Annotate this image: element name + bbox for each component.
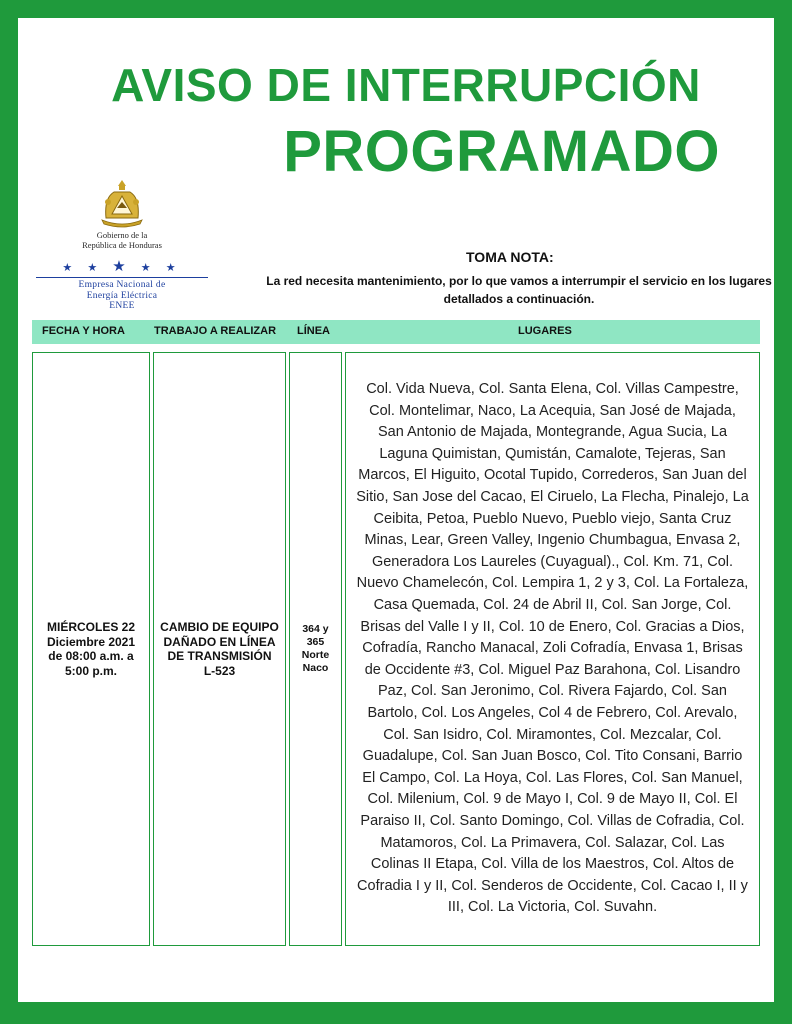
header-work: TRABAJO A REALIZAR [154, 325, 277, 337]
stars-icon: ★ ★ ★ ★ ★ [62, 258, 182, 275]
note-text: La red necesita mantenimiento, por lo que vamos a interrumpir el servicio en los lugares detallados a continuación. [266, 274, 772, 306]
cell-line [289, 352, 342, 946]
company-label: Empresa Nacional de Energía Eléctrica ENEE [78, 280, 166, 311]
header-places: LUGARES [518, 325, 572, 337]
enee-logo [36, 178, 208, 318]
logo-divider [36, 277, 208, 278]
notice-subtitle: PROGRAMADO [283, 119, 720, 184]
header-date: FECHA Y HORA [42, 325, 125, 337]
cell-work [153, 352, 286, 946]
notice-title: AVISO DE INTERRUPCIÓN [111, 59, 701, 111]
cell-date [32, 352, 150, 946]
table-header [32, 320, 760, 344]
work-text: CAMBIO DE EQUIPO DAÑADO EN LÍNEA DE TRANSMISIÓN L-523 [160, 620, 279, 678]
header-line: LÍNEA [297, 325, 330, 337]
note-title: TOMA NOTA: [466, 249, 554, 265]
places-text: Col. Vida Nueva, Col. Santa Elena, Col. Villas Campestre, Col. Montelimar, Naco, La Acequia, San José de Majada, San Antonio de Majada, Montegrande, Agua Sucia, La Laguna Quimistan, Qumistán, Camalote, Tejeras, San Marcos, El Higuito, Ocotal Tupido, Correderos, San Juan del Sitio, San Jose del Cacao, El Ciruelo, La Flecha, Pinalejo, La Ceibita, Petoa, Pueblo Nuevo, Pueblo viejo, Santa Cruz Minas, Lear, Green Valley, Ingenio Chumbagua, Envasa 2, Generadora Los Laureles (Cuyagual)., Col. Km. 71, Col. Nuevo Chamelecón, Col. Lempira 1, 2 y 3, Col. La Fortaleza, Casa Quemada, Col. 24 de Abril II, Col. San Jorge, Col. Brisas del Valle I y II, Col. 10 de Enero, Col. Gracias a Dios, Cofradía, Rancho Manacal, Zoli Cofradía, Envasa 1, Brisas de Occidente #3, Col. Miguel Paz Barahona, Col. Lisandro Paz, Col. San Jeronimo, Col. Rivera Fajardo, Col. San Bartolo, Col. Los Angeles, Col 4 de Febrero, Col. Arevalo, Col. San Isidro, Col. Miramontes, Col. Mezcalar, Col. Guadalupe, Col. San Juan Bosco, Col. Tito Consani, Barrio El Campo, Col. La Hoya, Col. Las Flores, Col. San Manuel, Col. Milenium, Col. 9 de Mayo I, Col. 9 de Mayo II, Col. El Paraiso II, Col. Santo Domingo, Col. Villas de Cofradia, Col. Matamoros, Col. La Primavera, Col. Salazar, Col. Las Colinas II Etapa, Col. Villa de los Maestros, Col. Altos de Cofradia I y II, Col. Senderos de Occidente, Col. Cacao I, II y III, Col. La Victoria, Col. Suvahn. [356, 381, 749, 916]
government-label: Gobierno de la República de Honduras [82, 230, 162, 250]
cell-places [345, 352, 760, 946]
honduras-coat-of-arms-icon [100, 178, 144, 228]
line-text: 364 y 365 Norte Naco [301, 623, 330, 674]
date-time-text: MIÉRCOLES 22 Diciembre 2021 de 08:00 a.m. a 5:00 p.m. [46, 620, 136, 678]
